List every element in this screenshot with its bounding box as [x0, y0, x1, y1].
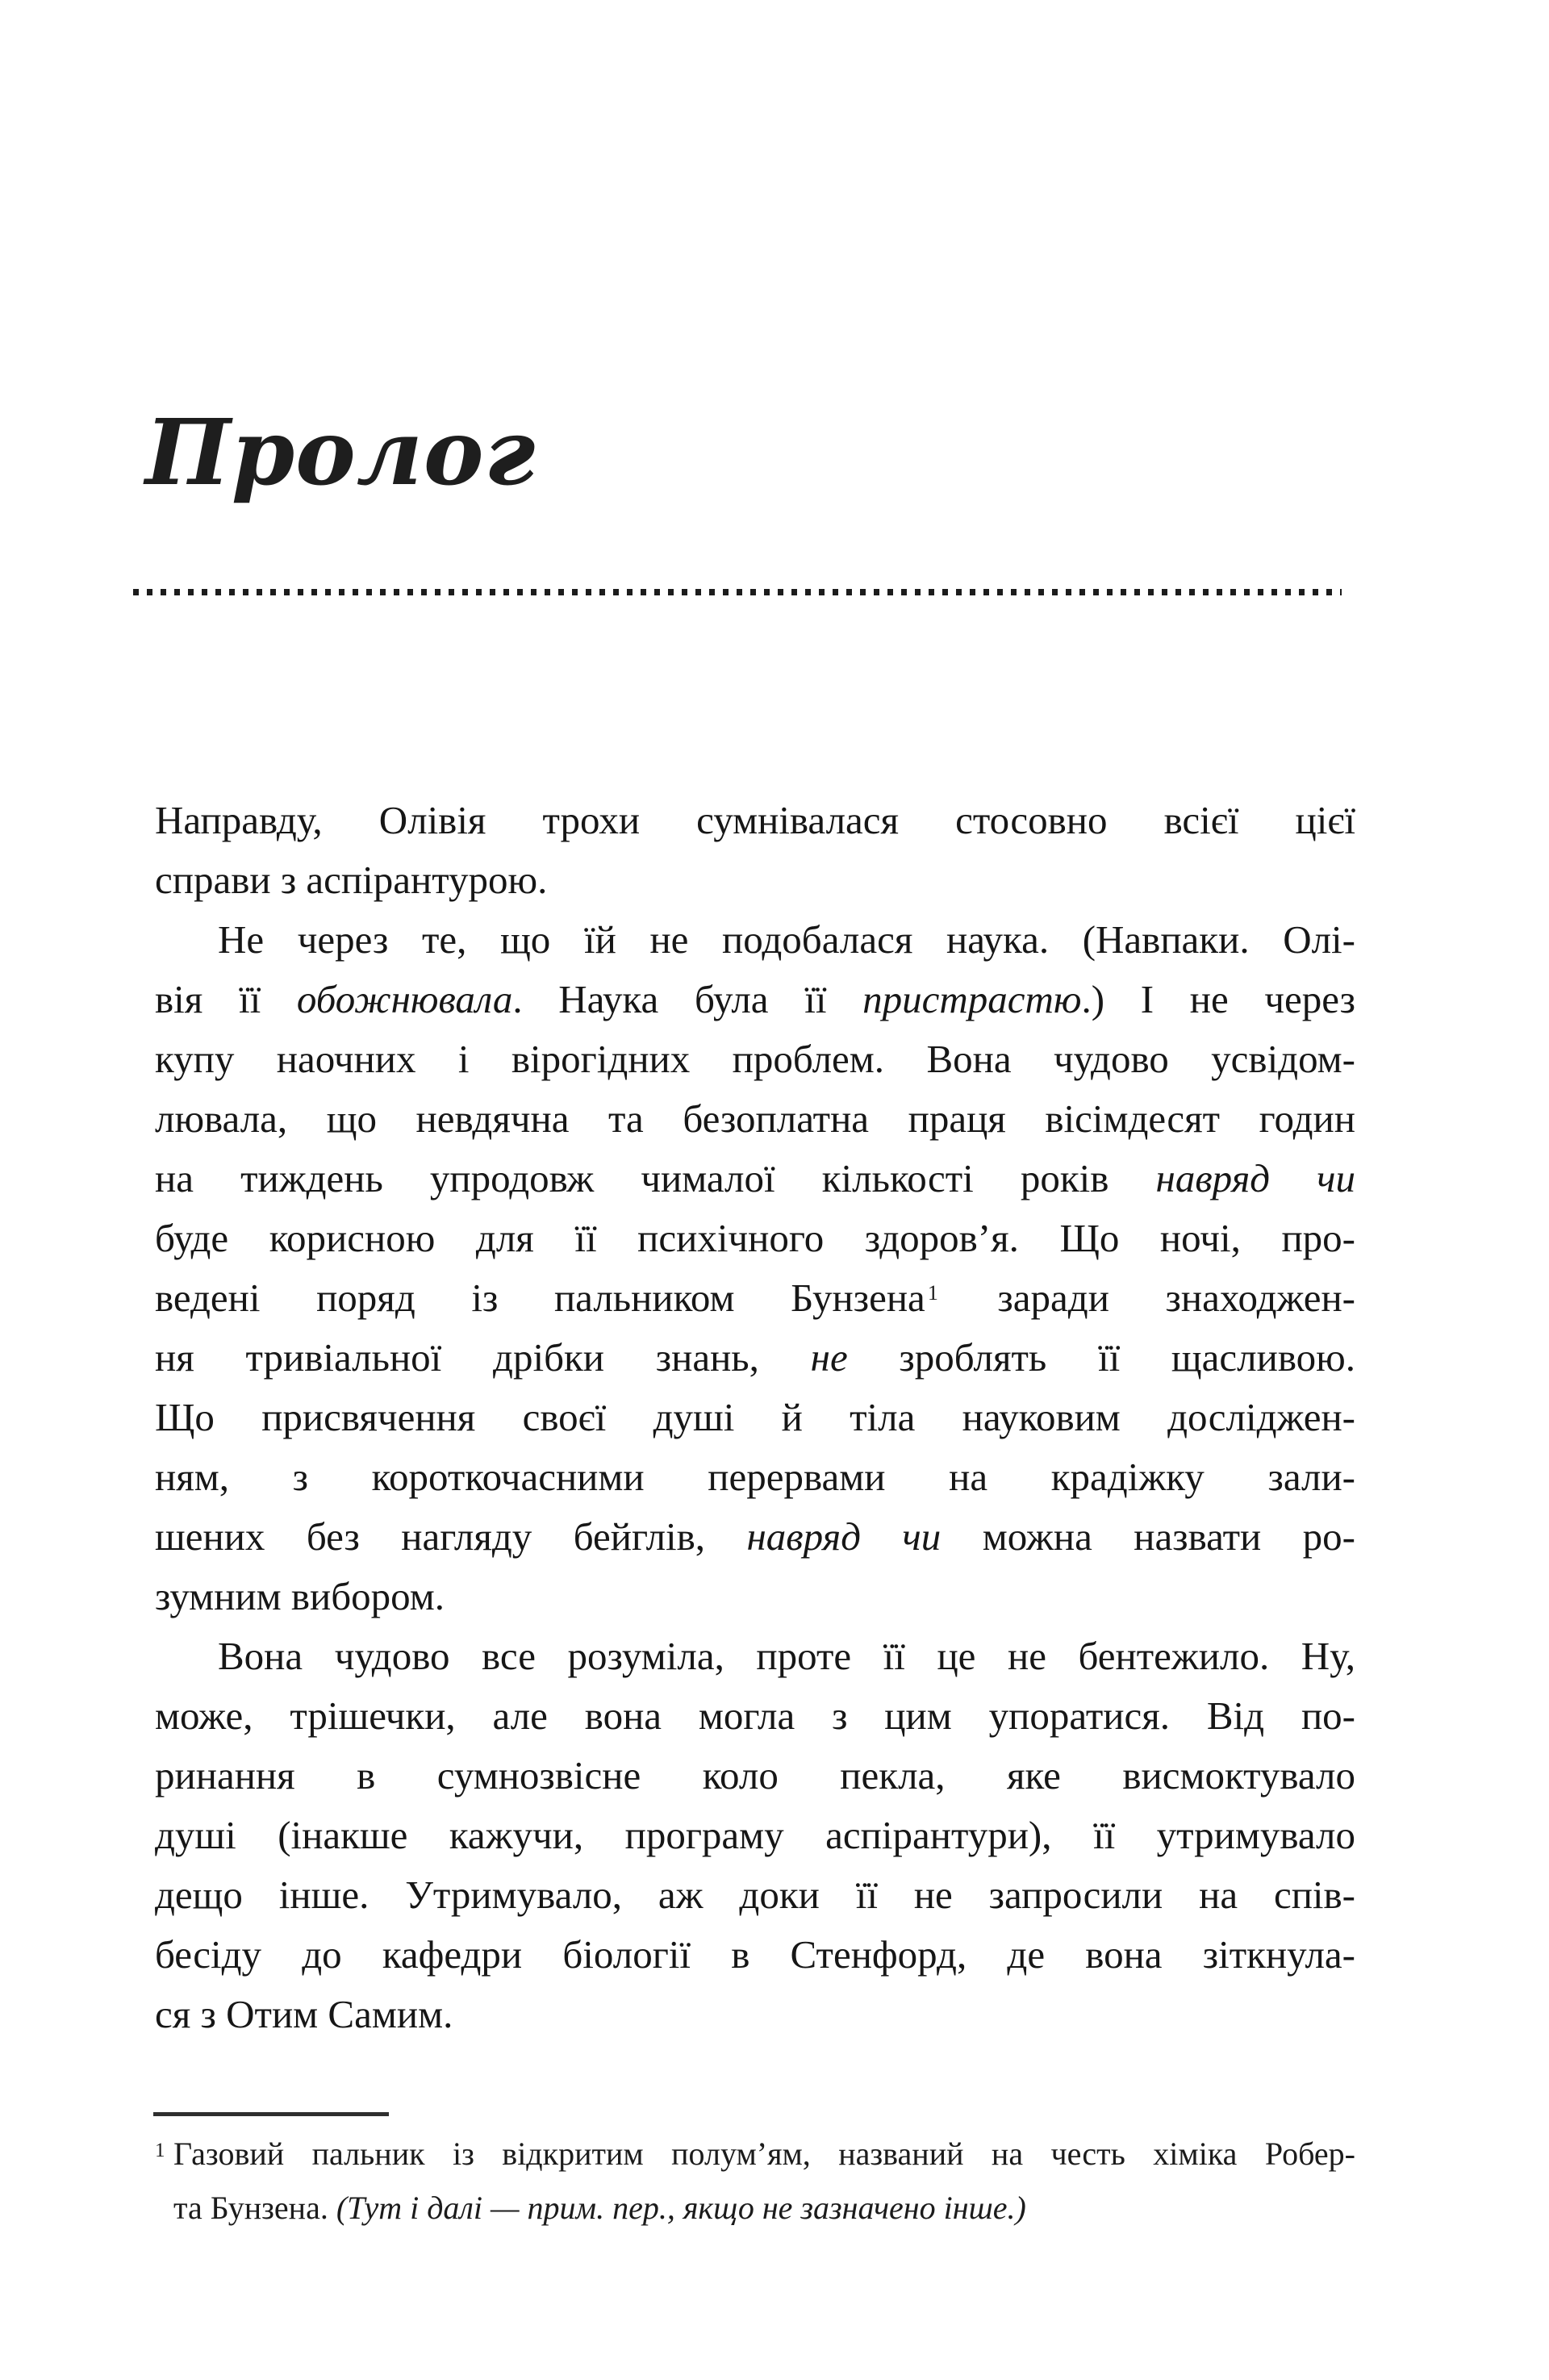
text-run: .) І не через [1081, 977, 1355, 1021]
text-run: лювала, що невдячна та безоплатна праця вісімдесят годин [155, 1096, 1355, 1141]
footnote-marker: 1 [155, 2140, 165, 2161]
italic-text-run: (Тут і далі — прим. пер., якщо не зазначено інше.) [336, 2190, 1026, 2226]
text-run: ся з Отим Самим. [155, 1992, 453, 2036]
footnote-line [173, 2181, 1355, 2235]
text-run: дещо інше. Утримувало, аж доки її не запросили на спів- [155, 1873, 1355, 1917]
paragraph-line [155, 1806, 1355, 1865]
text-run: купу наочних і вірогідних проблем. Вона чудово усвідом- [155, 1037, 1355, 1081]
text-run: зумним вибором. [155, 1574, 445, 1618]
text-run: Не через те, що їй не подобалася наука. (Навпаки. Олі- [218, 917, 1355, 962]
footnote-line [173, 2127, 1355, 2181]
dotted-divider [133, 589, 1342, 595]
italic-text-run: не [810, 1335, 848, 1380]
paragraph-line [155, 1447, 1355, 1507]
paragraph-line [155, 850, 1355, 910]
text-run: ведені поряд із пальником Бунзена [155, 1276, 925, 1320]
paragraph-line [155, 1149, 1355, 1209]
italic-text-run: обожнювала [296, 977, 513, 1021]
text-run: та Бунзена. [173, 2190, 336, 2226]
text-run: Направду, Олівія трохи сумнівалася стосовно всієї цієї [155, 798, 1355, 842]
paragraph-line [155, 1686, 1355, 1746]
text-run: може, трішечки, але вона могла з цим упоратися. Від по- [155, 1693, 1355, 1738]
text-run: Газовий пальник із відкритим полум’ям, названий на честь хіміка Робер- [173, 2136, 1355, 2172]
text-run: вія її [155, 977, 297, 1021]
paragraph-line [155, 1268, 1355, 1328]
paragraph-line [155, 1209, 1355, 1268]
text-run: душі (інакше кажучи, програму аспірантури), її утримувало [155, 1813, 1355, 1857]
text-run: . Наука була її [512, 977, 863, 1021]
paragraph-line [155, 1626, 1355, 1686]
paragraph-line [155, 791, 1355, 850]
paragraph-line [155, 970, 1355, 1029]
footnote-rule [153, 2112, 389, 2116]
text-run: ринання в сумнозвісне коло пекла, яке висмоктувало [155, 1753, 1355, 1798]
paragraph-line [155, 1746, 1355, 1806]
text-run: шених без нагляду бейглів, [155, 1514, 747, 1559]
text-run: заради знаходжен- [941, 1276, 1356, 1320]
paragraph-line [155, 1089, 1355, 1149]
text-run: буде корисною для її психічного здоров’я. Що ночі, про- [155, 1216, 1355, 1260]
italic-text-run: навряд чи [1155, 1156, 1356, 1200]
paragraph-line [155, 1567, 1355, 1626]
text-run: Вона чудово все розуміла, проте її це не бентежило. Ну, [218, 1634, 1355, 1678]
paragraph-line [155, 1328, 1355, 1388]
italic-text-run: пристрастю [862, 977, 1082, 1021]
paragraph-line [155, 1388, 1355, 1447]
text-run: бесіду до кафедри біології в Стенфорд, де вона зіткнула- [155, 1932, 1355, 1977]
text-run: можна назвати ро- [941, 1514, 1355, 1559]
footnote [155, 2127, 1355, 2235]
chapter-title: Пролог [145, 400, 537, 506]
footnote-ref-marker: 1 [927, 1281, 938, 1305]
text-run: ням, з короткочасними перервами на крадіжку зали- [155, 1455, 1355, 1499]
text-run: справи з аспірантурою. [155, 858, 548, 902]
paragraph-line [155, 1925, 1355, 1985]
italic-text-run: навряд чи [746, 1514, 942, 1559]
text-run: зроблять її щасливою. [847, 1335, 1355, 1380]
text-run: Що присвячення своєї душі й тіла науковим досліджен- [155, 1395, 1355, 1439]
body-text [155, 791, 1355, 2044]
paragraph-line [155, 1865, 1355, 1925]
paragraph-line [155, 1507, 1355, 1567]
footnote-text [155, 2127, 1355, 2235]
text-run: на тиждень упродовж чималої кількості років [155, 1156, 1156, 1200]
paragraph-line [155, 1029, 1355, 1089]
paragraph-line [155, 910, 1355, 970]
text-run: ня тривіальної дрібки знань, [155, 1335, 811, 1380]
paragraph-line [155, 1985, 1355, 2044]
